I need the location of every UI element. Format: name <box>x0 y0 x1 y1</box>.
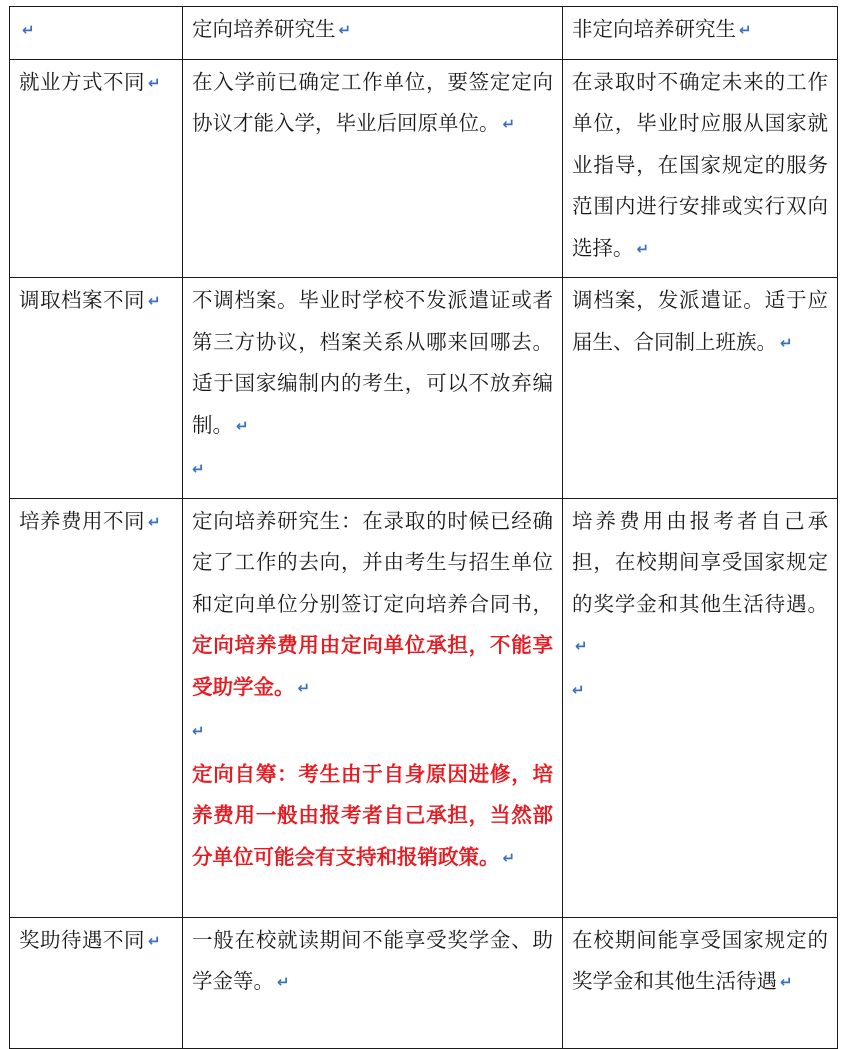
cell-text: 在录取时不确定未来的工作单位，毕业时应服从国家就业指导，在国家规定的服务范围内进行安排或实行双向选择。 <box>572 69 828 260</box>
row-label: 就业方式不同 <box>19 69 145 94</box>
paragraph-mark-icon: ↵ <box>148 73 161 92</box>
paragraph-mark-icon: ↵ <box>297 678 311 697</box>
header-cell-nondirected <box>563 7 838 60</box>
cell-text: 定向培养研究生：在录取的时候已经确定了工作的去向，并由考生与招生单位和定向单位分别签订定向培养合同书， <box>192 508 553 616</box>
paragraph-mark-icon: ↵ <box>502 115 516 133</box>
paragraph-mark-icon: ↵ <box>739 21 752 39</box>
paragraph-mark-icon: ↵ <box>236 416 249 435</box>
cell-text: 调档案，发派遣证。适于应届生、合同制上班族。 <box>572 288 828 354</box>
emphasis-text: 定向自筹：考生由于自身原因进修，培养费用一般由报考者自己承担，当然部分单位可能会有支持和报销政策。 <box>192 761 553 869</box>
paragraph-mark-icon: ↵ <box>572 680 585 699</box>
header-directed-label: 定向培养研究生 <box>192 17 336 41</box>
cell-text: 培养费用由报考者自己承担，在校期间享受国家规定的奖学金和其他生活待遇。 <box>572 508 828 616</box>
paragraph-mark-icon: ↵ <box>22 21 35 39</box>
row-label: 培养费用不同 <box>19 508 145 533</box>
paragraph-mark-icon: ↵ <box>148 292 161 310</box>
table-row <box>10 917 838 1048</box>
paragraph-mark-icon: ↵ <box>780 333 793 352</box>
nondirected-cell <box>563 917 838 1048</box>
table-row <box>10 59 838 278</box>
paragraph-mark-icon: ↵ <box>502 848 516 867</box>
paragraph-mark-icon: ↵ <box>148 512 161 531</box>
paragraph-mark-icon: ↵ <box>192 460 205 478</box>
paragraph-mark-icon: ↵ <box>277 973 290 991</box>
paragraph-mark-icon: ↵ <box>148 931 161 950</box>
table-row <box>10 278 838 499</box>
header-cell-empty <box>10 7 183 60</box>
row-label-cell <box>10 59 183 278</box>
paragraph-mark-icon: ↵ <box>338 21 352 39</box>
row-label: 调取档案不同 <box>19 288 145 312</box>
paragraph-mark-icon: ↵ <box>192 722 205 740</box>
table-header-row <box>10 7 838 60</box>
nondirected-cell <box>563 59 838 278</box>
table-row <box>10 498 838 917</box>
nondirected-cell <box>563 498 838 917</box>
row-label-cell <box>10 917 183 1048</box>
comparison-table <box>9 6 838 1049</box>
row-label-cell <box>10 278 183 499</box>
directed-cell <box>183 498 563 917</box>
directed-cell <box>183 917 563 1048</box>
directed-cell <box>183 278 563 499</box>
header-nondirected-label: 非定向培养研究生 <box>572 17 736 41</box>
header-cell-directed <box>183 7 563 60</box>
directed-cell <box>183 59 563 278</box>
emphasis-text: 定向培养费用由定向单位承担，不能享受助学金。 <box>192 633 553 699</box>
cell-text: 在入学前已确定工作单位，要签定定向协议才能入学，毕业后回原单位。 <box>192 69 553 135</box>
cell-text: 不调档案。毕业时学校不发派遣证或者第三方协议，档案关系从哪来回哪去。适于国家编制内的考生，可以不放弃编制。 <box>192 288 553 437</box>
row-label: 奖助待遇不同 <box>19 927 145 952</box>
nondirected-cell <box>563 278 838 499</box>
cell-text: 一般在校就读期间不能享受奖学金、助学金等。 <box>192 927 553 993</box>
paragraph-mark-icon: ↵ <box>636 239 650 258</box>
row-label-cell <box>10 498 183 917</box>
cell-text: 在校期间能享受国家规定的奖学金和其他生活待遇 <box>572 927 828 993</box>
paragraph-mark-icon: ↵ <box>575 637 588 655</box>
paragraph-mark-icon: ↵ <box>780 973 793 991</box>
